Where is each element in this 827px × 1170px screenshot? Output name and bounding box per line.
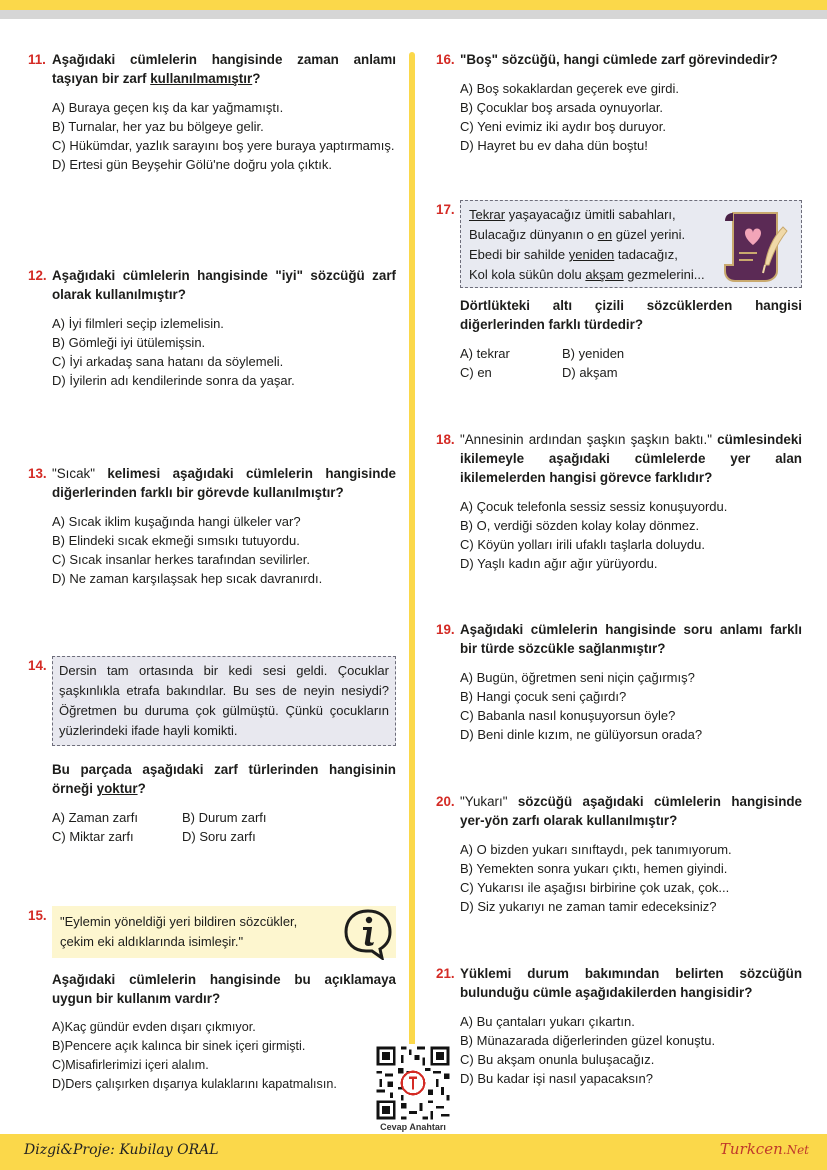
- option-a[interactable]: A) Buraya geçen kış da kar yağmamıştı.: [52, 100, 284, 115]
- question-stem: Aşağıdaki cümlelerin hangisinde soru anlamı farklı bir türde sözcükle sağlanmıştır?: [460, 622, 802, 656]
- passage-box: Dersin tam ortasında bir kedi sesi geldi. Çocuklar şaşkınlıkla etrafa bakındılar. Bu ses de neyin nesiydi? Öğretmen bu duruma çok gülmüştü. Çünkü çocukların yüzlerindeki ifade hayli komikti.: [52, 656, 396, 746]
- option-d[interactable]: D) akşam: [562, 365, 618, 380]
- column-divider: [409, 52, 415, 1122]
- option-a[interactable]: A) Sıcak iklim kuşağında hangi ülkeler var?: [52, 514, 301, 529]
- question-number: 20.: [436, 794, 455, 809]
- info-note-text: "Eylemin yöneldiği yeri bildiren sözcükler, çekim eki aldıklarında isimleşir.": [60, 914, 298, 949]
- question-stem: Aşağıdaki cümlelerin hangisinde bu açıklamaya uygun bir kullanım vardır?: [52, 972, 396, 1006]
- options: [460, 1012, 802, 1088]
- option-d[interactable]: D) İyilerin adı kendilerinde sonra da yaşar.: [52, 373, 295, 388]
- question-number: 19.: [436, 622, 455, 637]
- question-number: 17.: [436, 202, 455, 217]
- option-b[interactable]: B) yeniden: [562, 346, 625, 361]
- option-b[interactable]: B) Durum zarfı: [182, 810, 267, 825]
- option-d[interactable]: D) Bu kadar işi nasıl yapacaksın?: [460, 1071, 653, 1086]
- option-b[interactable]: B)Pencere açık kalınca bir sinek içeri girmişti.: [52, 1039, 306, 1053]
- site-logo[interactable]: [720, 1140, 809, 1158]
- question-number: 18.: [436, 432, 455, 447]
- options: [52, 512, 396, 588]
- question-stem: Aşağıdaki cümlelerin hangisinde zaman anlamı taşıyan bir zarf kullanılmamıştır?: [52, 52, 396, 86]
- option-c[interactable]: C) Yukarısı ile aşağısı birbirine çok uzak, çok...: [460, 880, 730, 895]
- option-a[interactable]: A) Bugün, öğretmen seni niçin çağırmış?: [460, 670, 695, 685]
- info-note: [52, 906, 396, 958]
- option-a[interactable]: A) O bizden yukarı sınıftaydı, pek tanımıyorum.: [460, 842, 732, 857]
- question-stem: Dörtlükteki altı çizili sözcüklerden hangisi diğerlerinden farklı türdedir?: [460, 298, 802, 332]
- question-18: [436, 430, 802, 573]
- options: [52, 1018, 396, 1094]
- option-b[interactable]: B) Gömleği iyi ütülemişsin.: [52, 335, 206, 350]
- poem-box: [460, 200, 802, 288]
- options: [460, 840, 802, 916]
- question-number: 21.: [436, 966, 455, 981]
- question-number: 14.: [28, 658, 47, 673]
- question-stem: Aşağıdaki cümlelerin hangisinde "iyi" sözcüğü zarf olarak kullanılmıştır?: [52, 268, 396, 302]
- option-a[interactable]: A) Boş sokaklardan geçerek eve girdi.: [460, 81, 679, 96]
- question-stem: "Yukarı" sözcüğü aşağıdaki cümlelerin hangisinde yer-yön zarfı olarak kullanılmıştır?: [460, 794, 802, 828]
- question-stem: "Annesinin ardından şaşkın şaşkın baktı." cümlesindeki ikilemeyle aşağıdaki cümlelerde yer alan ikilemelerden hangisi görevce farklıdır?: [460, 432, 802, 485]
- question-stem: "Sıcak" kelimesi aşağıdaki cümlelerin hangisinde diğerlerinden farklı bir görevde kullanılmıştır?: [52, 466, 396, 500]
- question-stem: Yüklemi durum bakımından belirten sözcüğün bulunduğu cümle aşağıdakilerden hangisidir?: [460, 966, 802, 1000]
- option-b[interactable]: B) Çocuklar boş arsada oynuyorlar.: [460, 100, 664, 115]
- option-c[interactable]: C) en: [460, 365, 492, 380]
- poem-line-2: Bulacağız dünyanın o en güzel yerini.: [469, 227, 686, 242]
- question-number: 11.: [28, 52, 46, 67]
- footer-credit: Dizgi&Proje: Kubilay ORAL: [24, 1142, 219, 1158]
- option-d[interactable]: D) Hayret bu ev daha dün boştu!: [460, 138, 648, 153]
- question-number: 12.: [28, 268, 47, 283]
- options: [460, 668, 802, 744]
- top-band: [0, 0, 827, 10]
- question-13: [28, 464, 396, 588]
- options: [460, 344, 802, 382]
- question-19: [436, 620, 802, 744]
- question-20: [436, 792, 802, 916]
- question-14: [28, 656, 396, 846]
- option-b[interactable]: B) Yemekten sonra yukarı çıktı, hemen giyindi.: [460, 861, 728, 876]
- option-a[interactable]: A)Kaç gündür evden dışarı çıkmıyor.: [52, 1020, 256, 1034]
- option-d[interactable]: D)Ders çalışırken dışarıya kulaklarını kapatmalısın.: [52, 1077, 337, 1091]
- option-d[interactable]: D) Ertesi gün Beyşehir Gölü'ne doğru yola çıktık.: [52, 157, 332, 172]
- option-c[interactable]: C) Hükümdar, yazlık sarayını boş yere buraya yaptırmamış.: [52, 138, 395, 153]
- option-b[interactable]: B) Münazarada diğerlerinden güzel konuştu.: [460, 1033, 716, 1048]
- options: [460, 79, 802, 155]
- question-number: 16.: [436, 52, 455, 67]
- question-17: [436, 200, 802, 382]
- logo-main: Turkcen: [719, 1140, 783, 1158]
- option-a[interactable]: A) Çocuk telefonla sessiz sessiz konuşuyordu.: [460, 499, 728, 514]
- option-a[interactable]: A) tekrar: [460, 346, 510, 361]
- option-b[interactable]: B) Hangi çocuk seni çağırdı?: [460, 689, 627, 704]
- option-c[interactable]: C) Yeni evimiz iki aydır boş duruyor.: [460, 119, 666, 134]
- option-c[interactable]: C) Babanla nasıl konuşuyorsun öyle?: [460, 708, 676, 723]
- question-11: [28, 50, 396, 174]
- option-a[interactable]: A) İyi filmleri seçip izlemelisin.: [52, 316, 224, 331]
- option-b[interactable]: B) Turnalar, her yaz bu bölgeye gelir.: [52, 119, 264, 134]
- option-b[interactable]: B) Elindeki sıcak ekmeği sımsıkı tutuyordu.: [52, 533, 300, 548]
- question-15: [28, 906, 396, 1094]
- options: [460, 497, 802, 573]
- option-d[interactable]: D) Beni dinle kızım, ne gülüyorsun orada?: [460, 727, 703, 742]
- top-gray-band: [0, 10, 827, 19]
- option-c[interactable]: C) İyi arkadaş sana hatanı da söylemeli.: [52, 354, 284, 369]
- question-12: [28, 266, 396, 390]
- option-a[interactable]: A) Bu çantaları yukarı çıkartın.: [460, 1014, 635, 1029]
- options: [52, 808, 396, 846]
- love-letter-icon: [721, 205, 793, 285]
- option-a[interactable]: A) Zaman zarfı: [52, 810, 138, 825]
- option-c[interactable]: C)Misafirlerimizi içeri alalım.: [52, 1058, 209, 1072]
- options: [52, 314, 396, 390]
- option-b[interactable]: B) O, verdiği sözden kolay kolay dönmez.: [460, 518, 700, 533]
- options: [52, 98, 396, 174]
- option-d[interactable]: D) Soru zarfı: [182, 829, 256, 844]
- info-icon: [342, 908, 394, 960]
- poem-line-4: Kol kola sükûn dolu akşam gezmelerini...: [469, 267, 705, 282]
- poem-line-1: Tekrar yaşayacağız ümitli sabahları,: [469, 207, 676, 222]
- option-c[interactable]: C) Sıcak insanlar herkes tarafından sevilirler.: [52, 552, 310, 567]
- option-d[interactable]: D) Yaşlı kadın ağır ağır yürüyordu.: [460, 556, 658, 571]
- question-number: 13.: [28, 466, 47, 481]
- poem-line-3: Ebedi bir sahilde yeniden tadacağız,: [469, 247, 678, 262]
- question-stem: Bu parçada aşağıdaki zarf türlerinden hangisinin örneği yoktur?: [52, 762, 396, 796]
- logo-suffix: .Net: [782, 1143, 809, 1157]
- question-16: [436, 50, 802, 155]
- qr-label: Cevap Anahtarı: [380, 1122, 446, 1132]
- option-c[interactable]: C) Köyün yolları irili ufaklı taşlarla doluydu.: [460, 537, 705, 552]
- option-c[interactable]: C) Bu akşam onunla buluşacağız.: [460, 1052, 655, 1067]
- question-stem: "Boş" sözcüğü, hangi cümlede zarf görevindedir?: [460, 52, 778, 67]
- question-21: [436, 964, 802, 1088]
- question-number: 15.: [28, 908, 47, 923]
- footer: [0, 1134, 827, 1170]
- option-d[interactable]: D) Siz yukarıyı ne zaman tamir edeceksiniz?: [460, 899, 717, 914]
- option-d[interactable]: D) Ne zaman karşılaşsak hep sıcak davranırdı.: [52, 571, 323, 586]
- qr-code-icon[interactable]: [374, 1044, 452, 1122]
- option-c[interactable]: C) Miktar zarfı: [52, 829, 134, 844]
